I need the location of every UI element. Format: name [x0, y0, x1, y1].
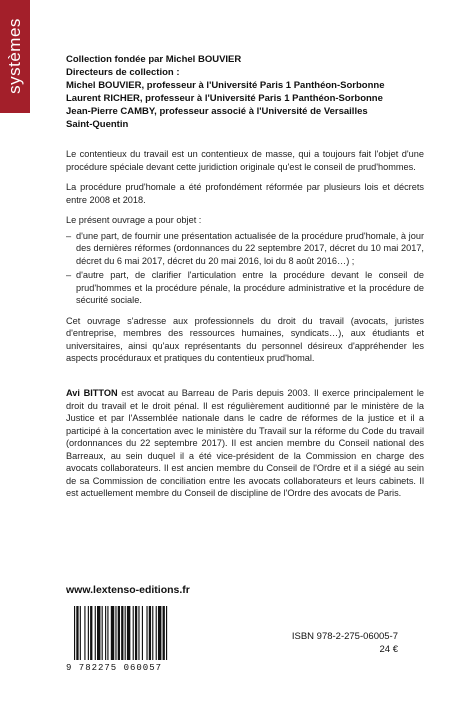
blurb-paragraph: Le présent ouvrage a pour objet : [66, 215, 202, 225]
collection-credits [66, 53, 424, 131]
barcode-bar [163, 606, 165, 660]
barcode-bar [90, 606, 92, 660]
barcode-bar [97, 606, 100, 660]
barcode-digits: 9 782275 060057 [66, 663, 163, 673]
blurb-paragraph: La procédure prud'homale a été profondément réformée par plusieurs lois et décrets entre 2008 et 2018. [66, 182, 424, 205]
barcode-bar [107, 606, 108, 660]
series-logo [0, 0, 30, 113]
blurb-list-item [66, 230, 424, 268]
barcode-bar [105, 606, 106, 660]
dash-bullet: – [66, 270, 72, 280]
barcode-bar [76, 606, 78, 660]
barcode-bar [135, 606, 137, 660]
isbn-block [292, 630, 398, 656]
barcode-bar [111, 606, 114, 660]
barcode-bar [146, 606, 147, 660]
publisher-website: www.lextenso-editions.fr [66, 584, 190, 596]
author-bio [66, 387, 424, 500]
blurb-list [66, 230, 424, 307]
price: 24 € [379, 644, 398, 655]
barcode-bar [133, 606, 134, 660]
barcode-bar [115, 606, 116, 660]
dash-bullet: – [66, 230, 72, 241]
blurb [66, 148, 424, 373]
barcode-bar [84, 606, 85, 660]
author-bio-text: est avocat au Barreau de Paris depuis 2003. Il exerce principalement le droit du travail et le droit pénal. Il est régulièrement auditionné par le ministère de la Justice et par l'Assemblée nationale dans le cadre de réformes de la justice et il a participé à la concertation avec le ministère du Travail sur la réforme du Code du travail (ordonnances du 22 septembre 2017). Il est ancien membre du Conseil national des Barreaux, au sein duquel il a été vice-président de la Commission en charge des avocats collaborateurs. Il est ancien membre du Conseil de l'Ordre et il a siégé au sein de sa Commission de conciliation entre les avocats collaborateurs et leurs cabinets. Il est actuellement membre du Conseil de discipline de l'Ordre des avocats de Paris. [66, 388, 424, 498]
barcode-bar [127, 606, 130, 660]
collection-line: Laurent RICHER, professeur à l'Université Paris 1 Panthéon-Sorbonne [66, 93, 383, 104]
barcode-bar [80, 606, 81, 660]
blurb-paragraph: Le contentieux du travail est un contentieux de masse, qui a toujours fait l'objet d'une procédure spéciale devant cette juridiction originale qu'est le conseil de prud'hommes. [66, 149, 424, 172]
barcode-bars [66, 606, 196, 662]
barcode-bar [102, 606, 103, 660]
barcode-bar [118, 606, 120, 660]
barcode-bar [74, 606, 75, 660]
barcode [66, 606, 196, 676]
blurb-list-text: d'autre part, de clarifier l'articulation entre la procédure devant le conseil de prud'hommes et la procédure pénale, la procédure administrative et la procédure de sécurité sociale. [76, 270, 424, 305]
barcode-bar [158, 606, 161, 660]
isbn-number: ISBN 978-2-275-06005-7 [291, 631, 398, 642]
barcode-bar [138, 606, 139, 660]
collection-line: Saint-Quentin [66, 119, 129, 130]
barcode-bar [95, 606, 96, 660]
barcode-bar [156, 606, 157, 660]
blurb-list-text: d'une part, de fournir une présentation actualisée de la procédure prud'homale, à jour des dernières réformes (ordonnances du 22 septembre 2017, décret du 10 mai 2017, décret du 6 mai 2017, décret du 20 mai 2016, loi du 8 août 2016…) ; [76, 230, 424, 266]
blurb-paragraph: Cet ouvrage s'adresse aux professionnels du droit du travail (avocats, juristes d'entreprise, membres des ressources humaines, syndicats…), aux étudiants et universitaires, ainsi qu'aux représentants du personnel désireux d'appréhender les aspects procéduraux et pratiques du contentieux prud'homal. [66, 315, 424, 363]
barcode-bar [88, 606, 89, 660]
series-name: systèmes [5, 18, 24, 94]
barcode-bar [149, 606, 151, 660]
barcode-bar [142, 606, 143, 660]
author-name: Avi BITTON [66, 388, 118, 398]
collection-line: Michel BOUVIER, professeur à l'Université Paris 1 Panthéon-Sorbonne [66, 80, 385, 91]
collection-line: Collection fondée par Michel BOUVIER [66, 54, 242, 65]
blurb-list-item [66, 269, 424, 307]
barcode-bar [121, 606, 123, 660]
barcode-bar [152, 606, 153, 660]
collection-line: Jean-Pierre CAMBY, professeur associé à l'Université de Versailles [66, 106, 368, 117]
barcode-bar [166, 606, 167, 660]
barcode-bar [125, 606, 126, 660]
collection-line: Directeurs de collection : [66, 67, 180, 78]
